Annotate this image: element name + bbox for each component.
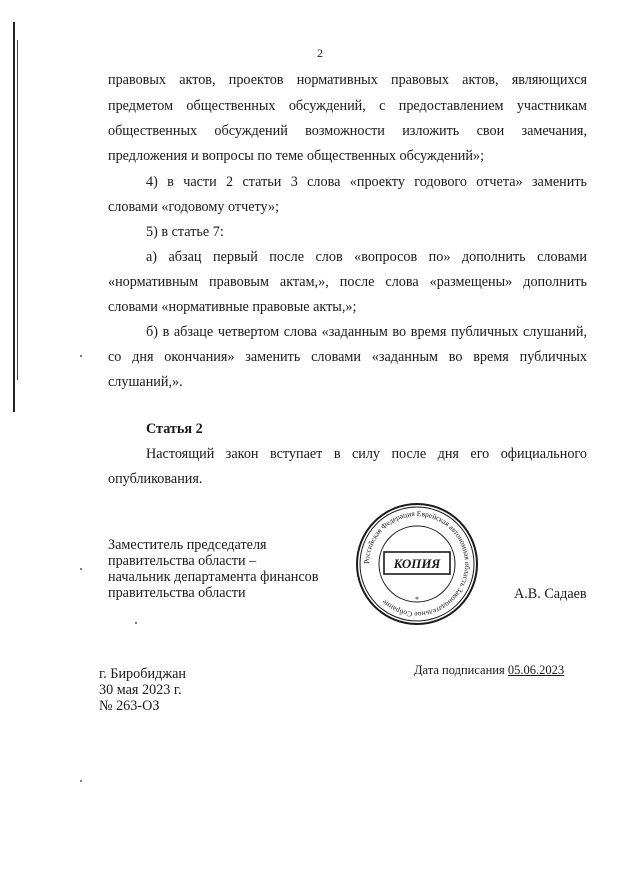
official-stamp xyxy=(354,502,480,626)
text-line: б) в абзаце четвертом слова «заданным во время публичных слушаний, xyxy=(146,324,587,340)
scan-speck xyxy=(80,780,82,782)
text-line: «нормативным правовым актам,», после слова «размещены» дополнить xyxy=(108,274,587,290)
signer-position-line: Заместитель председателя xyxy=(108,537,267,553)
scan-speck xyxy=(135,622,137,624)
signer-position-line: начальник департамента финансов xyxy=(108,569,319,585)
signer-position-line: правительства области xyxy=(108,585,246,601)
text-line: а) абзац первый после слов «вопросов по» дополнить словами xyxy=(146,249,587,265)
text-line: правовых актов, проектов нормативных правовых актов, являющихся xyxy=(108,72,587,88)
text-line: общественных обсуждений возможности изложить свои замечания, xyxy=(108,123,587,139)
stamp-label: КОПИЯ xyxy=(393,556,441,571)
text-line: словами «нормативные правовые акты,»; xyxy=(108,299,357,315)
text-line: опубликования. xyxy=(108,471,203,487)
page-number: 2 xyxy=(317,46,323,60)
text-line: предложения и вопросы по теме общественных обсуждений»; xyxy=(108,148,485,164)
text-line: предметом общественных обсуждений, с предоставлением участникам xyxy=(108,98,587,114)
signer-name: А.В. Садаев xyxy=(514,586,587,602)
article-heading: Статья 2 xyxy=(146,421,203,437)
signing-date-value: 05.06.2023 xyxy=(507,663,565,677)
place: г. Биробиджан xyxy=(99,666,186,682)
svg-text:*: * xyxy=(415,595,419,604)
text-line: словами «годовому отчету»; xyxy=(108,199,280,215)
text-line: со дня окончания» заменить словами «заданным во время публичных xyxy=(108,349,587,365)
stamp-ring-text: Российская Федерация Еврейская автономная область Законодательное Собрание xyxy=(361,508,473,620)
signer-position-line: правительства области – xyxy=(108,553,257,569)
scan-margin-line-secondary xyxy=(17,40,18,380)
law-date: 30 мая 2023 г. xyxy=(99,682,182,698)
text-line: Настоящий закон вступает в силу после дня его официального xyxy=(146,446,587,462)
signing-date xyxy=(414,663,564,678)
text-line: 5) в статье 7: xyxy=(146,224,224,240)
text-line: 4) в части 2 статьи 3 слова «проекту годового отчета» заменить xyxy=(146,174,587,190)
scan-speck xyxy=(80,568,82,570)
law-number: № 263-ОЗ xyxy=(99,698,160,714)
text-line: слушаний,». xyxy=(108,374,183,390)
scan-speck xyxy=(80,355,82,357)
signing-date-label: Дата подписания xyxy=(414,663,505,677)
scan-margin-line xyxy=(13,22,15,412)
